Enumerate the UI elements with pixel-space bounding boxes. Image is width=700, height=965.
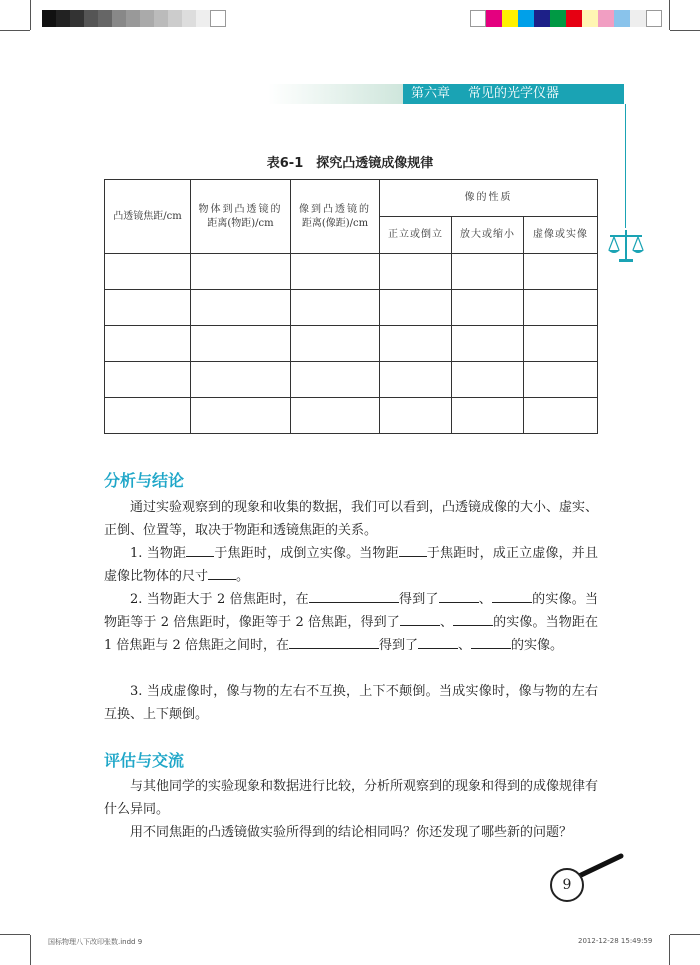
- table-row: [105, 362, 598, 398]
- analysis-intro: 通过实验观察到的现象和收集的数据，我们可以看到，凸透镜成像的大小、虚实、正倒、位置等，取决于物距和透镜焦距的关系。: [104, 500, 599, 538]
- header-virtual-real: 虚像或实像: [524, 217, 598, 254]
- header-upright-inverted: 正立或倒立: [380, 217, 452, 254]
- evaluation-para-1: 与其他同学的实验现象和数据进行比较，分析所观察到的现象和得到的成像规律有什么异同。: [104, 779, 599, 817]
- blank[interactable]: [453, 611, 493, 626]
- header-object-distance: 物体到凸透镜的 距离(物距)/cm: [191, 180, 291, 254]
- chapter-number: 第六章: [411, 86, 451, 101]
- blank[interactable]: [418, 634, 458, 649]
- table-row: [105, 326, 598, 362]
- table-row: [105, 398, 598, 434]
- table-row: [105, 290, 598, 326]
- analysis-point-1: 1. 当物距 于焦距时，成倒立实像。当物距 于焦距时，成正立虚像，并且虚像比物体的尺寸 。: [104, 542, 598, 588]
- footer-timestamp: 2012-12-28 15:49:59: [578, 937, 653, 945]
- experiment-table: [104, 179, 598, 434]
- chapter-header: [403, 84, 624, 104]
- blank[interactable]: [439, 588, 479, 603]
- header-image-properties: 像的性质: [380, 180, 598, 217]
- blank[interactable]: [289, 634, 379, 649]
- blank[interactable]: [492, 588, 532, 603]
- footer-filename: 国标物理八下改印张数.indd 9: [48, 938, 143, 946]
- analysis-point-2: 2. 当物距大于 2 倍焦距时，在 得到了 、 的实像。当物距等于 2 倍焦距时，像距等于 2 倍焦距，得到了 、 的实像。当物距在 1 倍焦距与 2 倍焦距之间时，在 得到了 、 的实像。: [104, 588, 598, 657]
- analysis-point-3: 3. 当成虚像时，像与物的左右不互换，上下不颠倒。当成实像时，像与物的左右互换、上下颠倒。: [104, 684, 598, 722]
- evaluation-para-2: 用不同焦距的凸透镜做实验所得到的结论相同吗？你还发现了哪些新的问题？: [130, 825, 573, 840]
- section-heading-evaluation: 评估与交流: [104, 751, 185, 770]
- section-heading-analysis: 分析与结论: [104, 471, 185, 490]
- blank[interactable]: [186, 542, 214, 557]
- header-focal-length: 凸透镜焦距/cm: [105, 180, 191, 254]
- balance-scale-icon: [606, 226, 646, 266]
- blank[interactable]: [208, 565, 236, 580]
- header-image-distance: 像到凸透镜的 距离(像距)/cm: [291, 180, 380, 254]
- blank[interactable]: [400, 611, 440, 626]
- table-row: [105, 254, 598, 290]
- header-magnified-reduced: 放大或缩小: [452, 217, 524, 254]
- blank[interactable]: [309, 588, 399, 603]
- chapter-header-gradient: [268, 84, 403, 104]
- blank[interactable]: [471, 634, 511, 649]
- chapter-title: 常见的光学仪器: [468, 86, 560, 101]
- blank[interactable]: [399, 542, 427, 557]
- page-number: 9: [550, 868, 584, 902]
- table-caption: 表6-1 探究凸透镜成像规律: [266, 156, 434, 171]
